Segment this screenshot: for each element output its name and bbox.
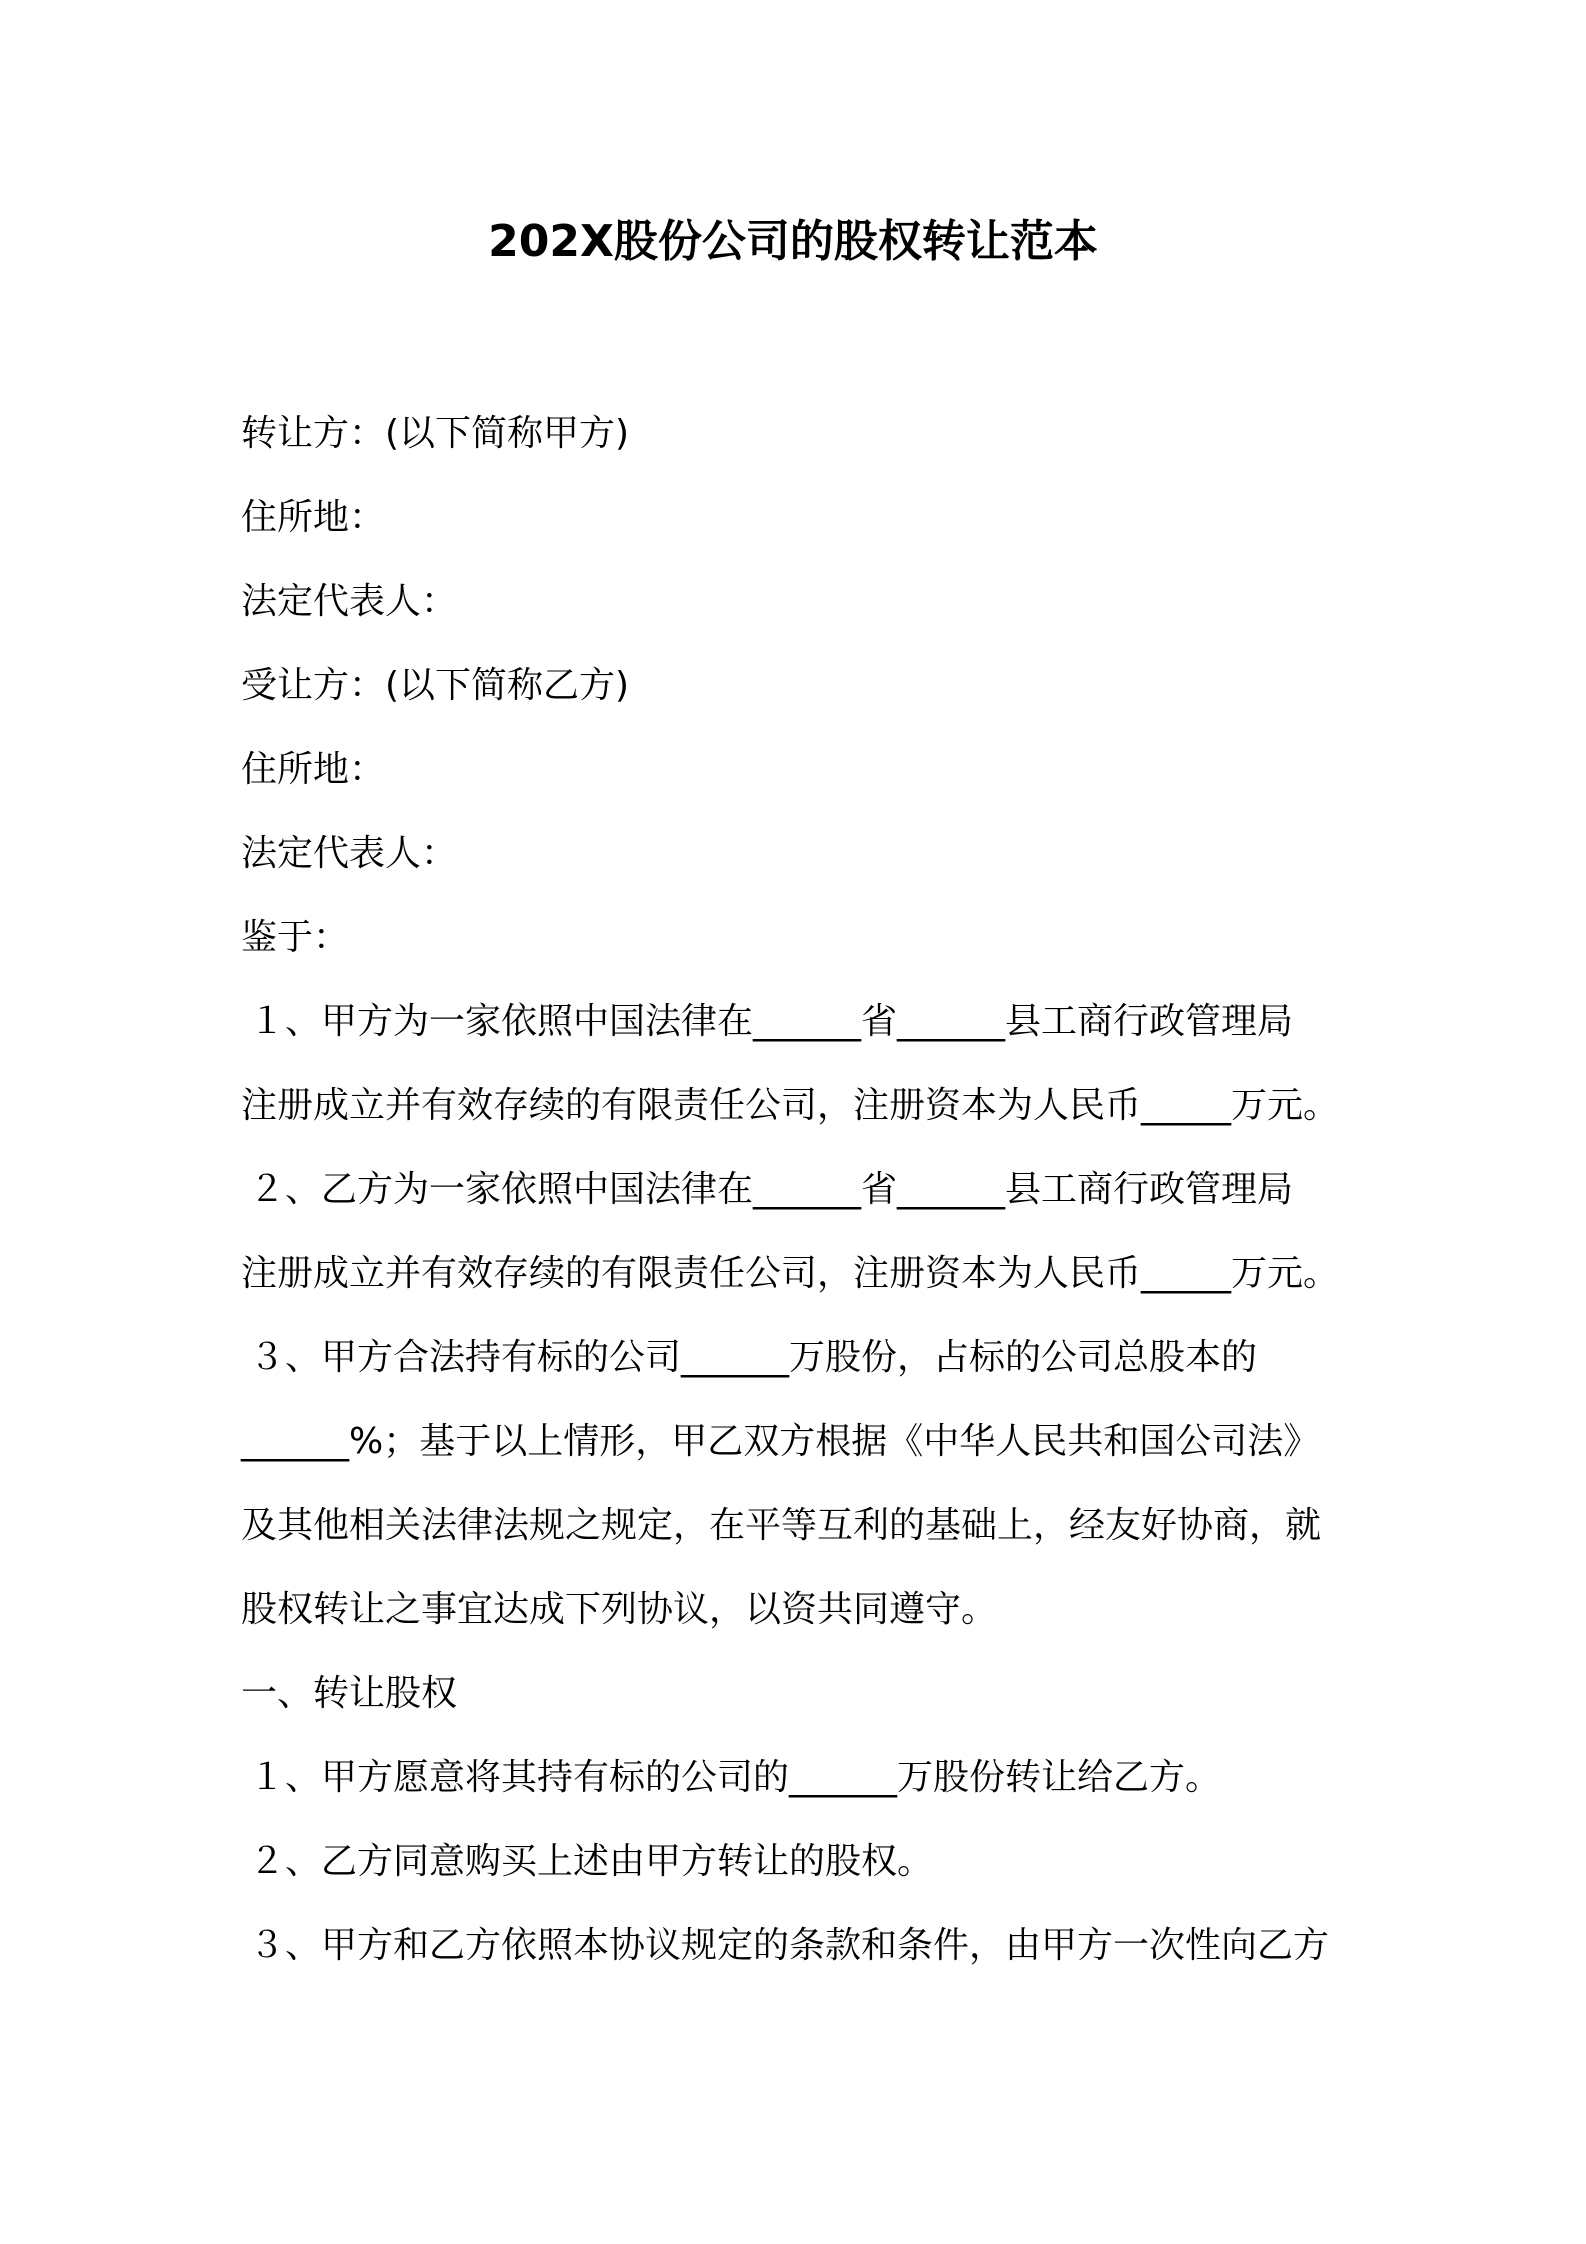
- transferor-legal-rep-line: 法定代表人：: [241, 581, 458, 622]
- clause-1-2: ２、乙方同意购买上述由甲方转让的股权。: [249, 1841, 934, 1882]
- transferor-line: 转让方：(以下简称甲方): [241, 413, 630, 454]
- recital-3-line-3: 及其他相关法律法规之规定，在平等互利的基础上，经友好协商，就: [241, 1505, 1322, 1546]
- transferee-legal-rep-line: 法定代表人：: [241, 833, 458, 874]
- recital-1-line-2: 注册成立并有效存续的有限责任公司，注册资本为人民币_____万元。: [241, 1085, 1340, 1126]
- transferor-address-line: 住所地：: [241, 497, 386, 538]
- section-1-heading: 一、转让股权: [241, 1673, 458, 1714]
- document-title: 202X股份公司的股权转让范本: [488, 216, 1098, 267]
- recital-2-line-2: 注册成立并有效存续的有限责任公司，注册资本为人民币_____万元。: [241, 1253, 1340, 1294]
- recital-3-line-1: ３、甲方合法持有标的公司______万股份，占标的公司总股本的: [249, 1337, 1258, 1378]
- document-body: [241, 404, 1381, 2000]
- clause-1-1: １、甲方愿意将其持有标的公司的______万股份转让给乙方。: [249, 1757, 1222, 1798]
- recital-1-line-1: １、甲方为一家依照中国法律在______省______县工商行政管理局: [249, 1001, 1294, 1042]
- clause-1-3: ３、甲方和乙方依照本协议规定的条款和条件，由甲方一次性向乙方: [249, 1925, 1330, 1966]
- recital-3-line-4: 股权转让之事宜达成下列协议，以资共同遵守。: [241, 1589, 998, 1630]
- transferee-address-line: 住所地：: [241, 749, 386, 790]
- transferee-line: 受让方：(以下简称乙方): [241, 665, 630, 706]
- whereas-heading: 鉴于：: [241, 917, 350, 958]
- recital-2-line-1: ２、乙方为一家依照中国法律在______省______县工商行政管理局: [249, 1169, 1294, 1210]
- recital-3-line-2: ______%；基于以上情形，甲乙双方根据《中华人民共和国公司法》: [241, 1421, 1320, 1462]
